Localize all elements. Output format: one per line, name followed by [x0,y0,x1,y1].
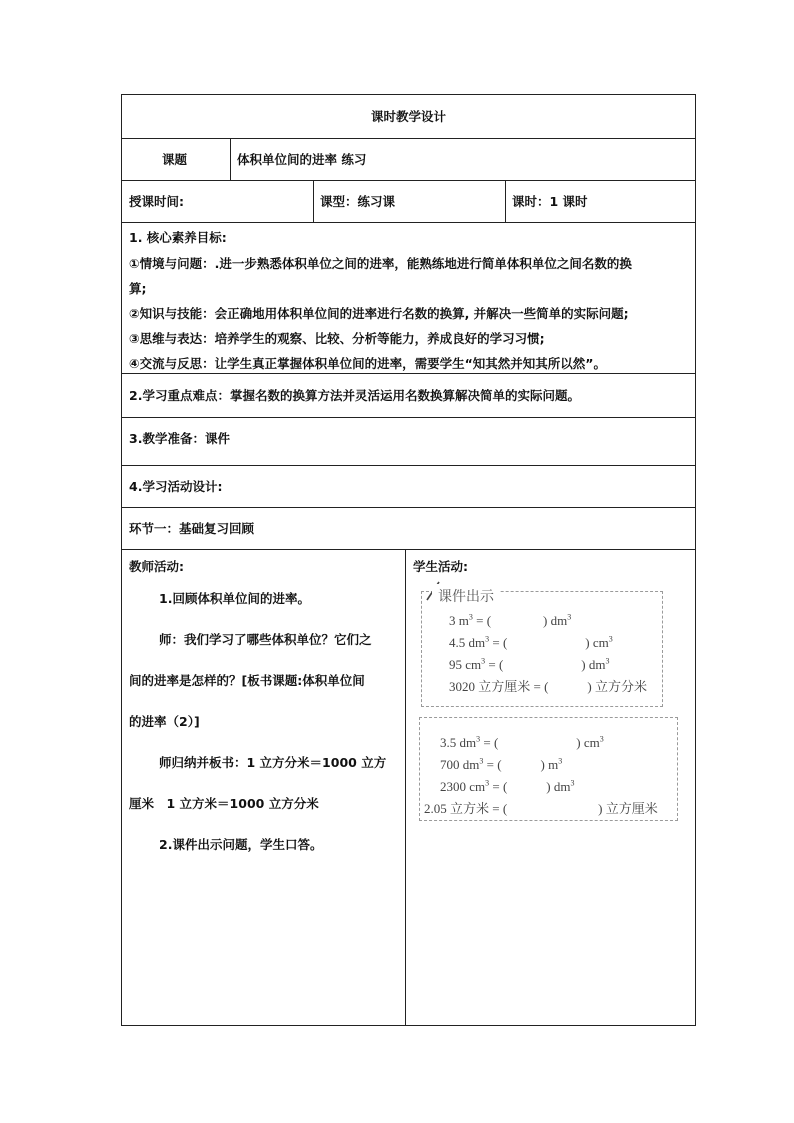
teacher-paragraph: 2.课件出示问题，学生口答。 [159,837,323,852]
goal-item: ④交流与反思：让学生真正掌握体积单位间的进率，需要学生“知其然并知其所以然”。 [129,356,607,371]
column-divider [505,180,506,222]
exercise-line: 95 $cm^3$ = ( ) $dm^3$ [449,656,610,672]
exercise-line: 3.5 $dm^3$ = ( ) $cm^3$ [440,734,604,750]
goal-item: ①情境与问题：.进一步熟悉体积单位之间的进率，能熟练地进行简单体积单位之间名数的换 [129,256,632,271]
exercise-box [419,717,678,821]
row-divider [122,180,695,181]
teacher-heading: 教师活动: [129,559,184,574]
goal-item: ②知识与技能：会正确地用体积单位间的进率进行名数的换算, 并解决一些简单的实际问题; [129,306,629,321]
row-divider [122,465,695,466]
lesson-hours: 课时：1 课时 [512,194,588,209]
row-divider [122,373,695,374]
exercise-line: 3 $m^3$ = ( ) $dm^3$ [449,612,572,628]
teacher-paragraph: 师：我们学习了哪些体积单位？它们之 [159,632,372,647]
exercise-line: 700 $dm^3$ = ( ) $m^3$ [440,756,563,772]
student-heading: 学生活动: [413,559,468,574]
exercise-line: 2300 $cm^3$ = ( ) $dm^3$ [440,778,575,794]
column-divider [313,180,314,222]
row-divider [122,222,695,223]
lesson-plan-table [121,94,696,1026]
teacher-paragraph: 1.回顾体积单位间的进率。 [159,591,310,606]
row-divider [122,549,695,550]
exercise-line: 3020 立方厘米 = ( ) 立方分米 [449,679,647,694]
goals-heading: 1. 核心素养目标: [129,230,227,245]
class-time: 授课时间: [129,194,184,209]
courseware-tag: 课件出示 [432,584,500,608]
courseware-box [421,591,663,707]
preparation: 3.教学准备：课件 [129,431,230,446]
row-divider [122,507,695,508]
exercise-line: 2.05 立方米 = ( ) 立方厘米 [424,801,658,816]
exercise-line: 4.5 $dm^3$ = ( ) $cm^3$ [449,634,613,650]
key-points: 2.学习重点难点：掌握名数的换算方法并灵活运用名数换算解决简单的实际问题。 [129,388,580,403]
column-divider [405,549,406,1025]
topic-label: 课题 [162,152,188,167]
row-divider [122,417,695,418]
teacher-paragraph: 厘米 1 立方米＝1000 立方分米 [129,796,319,811]
teacher-paragraph: 的进率（2）] [129,714,200,729]
section-heading: 环节一：基础复习回顾 [129,521,255,536]
page-title: 课时教学设计 [370,109,446,124]
topic-value: 体积单位间的进率 练习 [237,152,367,167]
goal-item: ③思维与表达：培养学生的观察、比较、分析等能力，养成良好的学习习惯; [129,331,545,346]
column-divider [230,138,231,180]
row-divider [122,138,695,139]
teacher-paragraph: 师归纳并板书：1 立方分米＝1000 立方 [159,755,387,770]
activity-design: 4.学习活动设计: [129,479,223,494]
teacher-paragraph: 间的进率是怎样的？[板书课题:体积单位间 [129,673,365,688]
goal-item-continued: 算; [129,281,147,296]
lesson-type: 课型：练习课 [320,194,396,209]
